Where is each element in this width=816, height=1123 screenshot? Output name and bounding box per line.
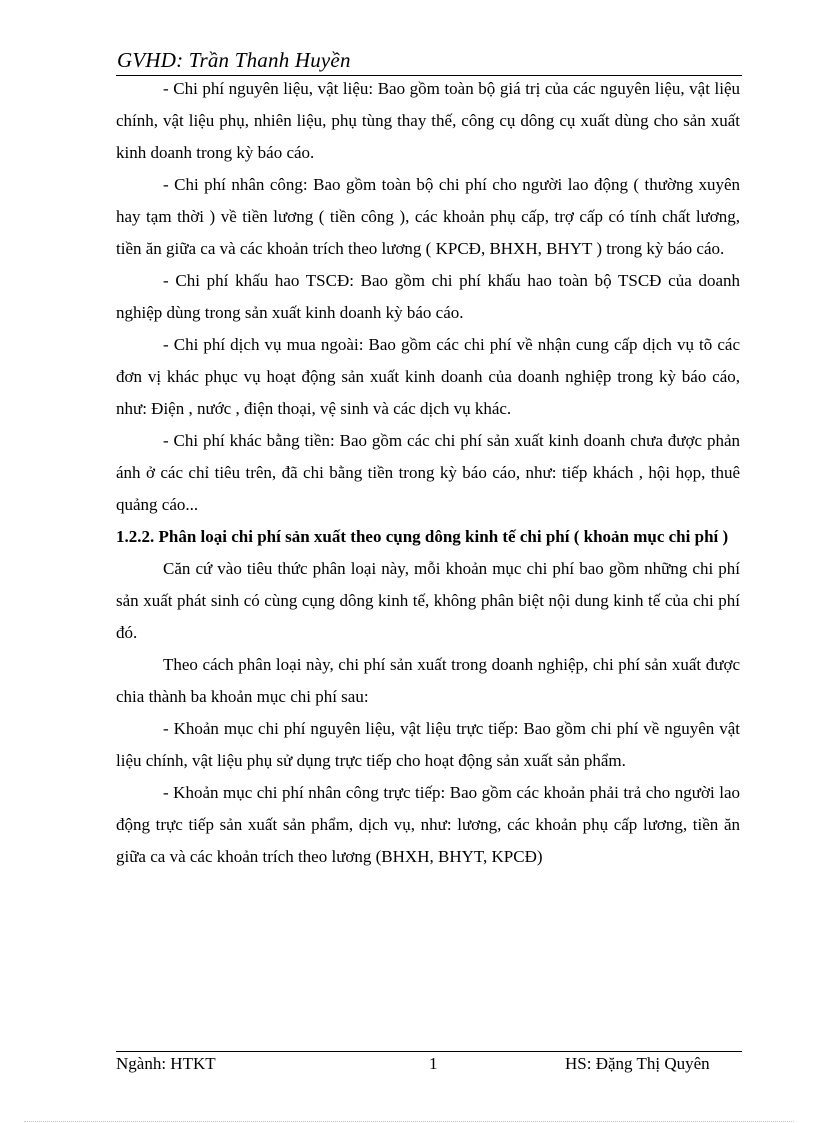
section-heading: 1.2.2. Phân loại chi phí sản xuất theo cụng dông kinh tế chi phí ( khoản mục chi phí )	[116, 527, 729, 546]
page-header-title: GVHD: Trần Thanh Huyền	[117, 48, 351, 72]
paragraph-outsourced-services: - Chi phí dịch vụ mua ngoài: Bao gồm các chi phí về nhận cung cấp dịch vụ tõ các đơn vị khác phục vụ hoạt động sản xuất kinh doanh của doanh nghiệp trong kỳ báo cáo, như: Điện , nước , điện thoại, vệ sinh và các dịch vụ khác.	[116, 335, 740, 418]
paragraph-other-cash-costs: - Chi phí khác bằng tiền: Bao gồm các chi phí sản xuất kinh doanh chưa được phản ánh ở các chỉ tiêu trên, đã chi bằng tiền trong kỳ báo cáo, như: tiếp khách , hội họp, thuê quảng cáo...	[116, 431, 740, 514]
paragraph-depreciation-cost: - Chi phí khấu hao TSCĐ: Bao gồm chi phí khấu hao toàn bộ TSCĐ của doanh nghiệp dùng trong sản xuất kinh doanh kỳ báo cáo.	[116, 271, 740, 322]
footer-major: Ngành: HTKT	[116, 1054, 216, 1073]
paragraph-direct-labor: - Khoản mục chi phí nhân công trực tiếp: Bao gồm các khoản phải trả cho người lao động trực tiếp sản xuất sản phẩm, dịch vụ, như: lương, các khoản phụ cấp lương, tiền ăn giữa ca và các khoản trích theo lương (BHXH, BHYT, KPCĐ)	[116, 783, 740, 866]
paragraph-three-items: Theo cách phân loại này, chi phí sản xuất trong doanh nghiệp, chi phí sản xuất được chia thành ba khoản mục chi phí sau:	[116, 655, 740, 706]
paragraph-material-cost: - Chi phí nguyên liệu, vật liệu: Bao gồm toàn bộ giá trị của các nguyên liệu, vật liệu chính, vật liệu phụ, nhiên liệu, phụ tùng thay thế, công cụ dông cụ xuất dùng cho sản xuất kinh doanh trong kỳ báo cáo.	[116, 79, 740, 162]
paragraph-direct-material: - Khoản mục chi phí nguyên liệu, vật liệu trực tiếp: Bao gồm chi phí về nguyên vật liệu chính, vật liệu phụ sử dụng trực tiếp cho hoạt động sản xuất sản phẩm.	[116, 719, 740, 770]
page-boundary	[24, 1121, 794, 1122]
footer-student: HS: Đặng Thị Quyên	[565, 1054, 710, 1073]
paragraph-labor-cost: - Chi phí nhân công: Bao gồm toàn bộ chi phí cho người lao động ( thường xuyên hay tạm thời ) về tiền lương ( tiền công ), các khoản phụ cấp, trợ cấp có tính chất lương, tiền ăn giữa ca và các khoản trích theo lương ( KPCĐ, BHXH, BHYT ) trong kỳ báo cáo.	[116, 175, 740, 258]
document-body	[116, 73, 740, 873]
page-number: 1	[429, 1054, 438, 1073]
paragraph-classification-basis: Căn cứ vào tiêu thức phân loại này, mỗi khoản mục chi phí bao gồm những chi phí sản xuất phát sinh có cùng cụng dông kinh tế, không phân biệt nội dung kinh tế của chi phí đó.	[116, 559, 740, 642]
footer-rule	[116, 1051, 742, 1052]
